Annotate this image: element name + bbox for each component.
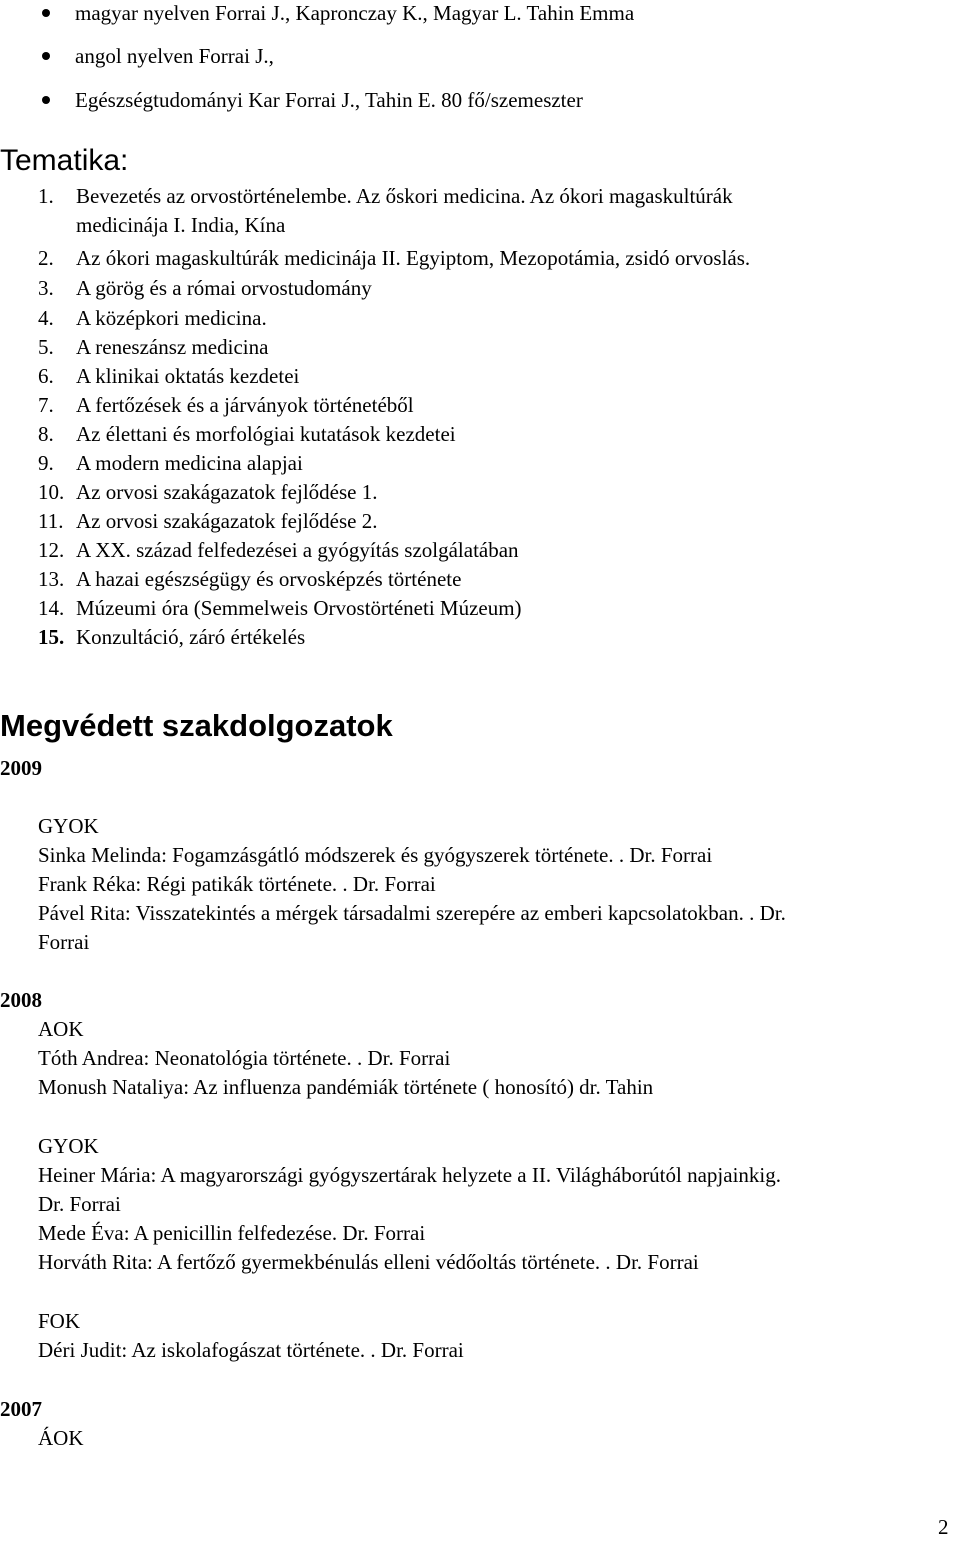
item-text: Az orvosi szakágazatok fejlődése 2. xyxy=(76,509,378,533)
thesis-entry: Monush Nataliya: Az influenza pandémiák története ( honosító) dr. Tahin xyxy=(38,1075,654,1099)
gyok-label-2009: GYOK xyxy=(38,814,99,838)
fok-label-2008: FOK xyxy=(38,1309,81,1333)
bullet-icon xyxy=(42,52,50,60)
item-text: Az ókori magaskultúrák medicinája II. Egyiptom, Mezopotámia, zsidó orvoslás. xyxy=(76,246,751,270)
item-number: 11. xyxy=(38,509,64,533)
item-number: 13. xyxy=(38,567,65,591)
item-text: Bevezetés az orvostörténelembe. Az őskori medicina. Az ókori magaskultúrák xyxy=(76,184,733,208)
year-2007: 2007 xyxy=(0,1397,42,1421)
year-2008: 2008 xyxy=(0,988,42,1012)
item-text: A hazai egészségügy és orvosképzés története xyxy=(76,567,462,591)
year-2009: 2009 xyxy=(0,756,42,780)
intro-line-3: Egészségtudományi Kar Forrai J., Tahin E. 80 fő/szemeszter xyxy=(75,88,583,112)
item-text: A klinikai oktatás kezdetei xyxy=(76,364,300,388)
item-number: 9. xyxy=(38,451,54,475)
bullet-icon xyxy=(42,96,50,104)
item-number: 3. xyxy=(38,276,54,300)
thesis-entry: Tóth Andrea: Neonatológia története. . Dr. Forrai xyxy=(38,1046,451,1070)
aok-label-2007: ÁOK xyxy=(38,1426,84,1450)
item-text: Konzultáció, záró értékelés xyxy=(76,625,306,649)
thesis-entry: Mede Éva: A penicillin felfedezése. Dr. Forrai xyxy=(38,1221,426,1245)
item-number: 12. xyxy=(38,538,65,562)
item-number: 6. xyxy=(38,364,54,388)
tematika-title: Tematika: xyxy=(0,144,129,177)
item-text: A fertőzések és a járványok történetéből xyxy=(76,393,414,417)
item-number: 4. xyxy=(38,306,54,330)
thesis-entry: Heiner Mária: A magyarországi gyógyszertárak helyzete a II. Világháborútól napjainkig. xyxy=(38,1163,781,1187)
theses-title: Megvédett szakdolgozatok xyxy=(0,708,393,743)
aok-label-2008: AOK xyxy=(38,1017,84,1041)
page-number: 2 xyxy=(938,1515,949,1539)
thesis-entry-continued: Forrai xyxy=(38,930,90,954)
thesis-entry: Déri Judit: Az iskolafogászat története. . Dr. Forrai xyxy=(38,1338,464,1362)
item-text: A modern medicina alapjai xyxy=(76,451,303,475)
item-text: A XX. század felfedezései a gyógyítás szolgálatában xyxy=(76,538,519,562)
item-number: 14. xyxy=(38,596,65,620)
bullet-icon xyxy=(42,9,50,17)
gyok-label-2008: GYOK xyxy=(38,1134,99,1158)
item-number: 15. xyxy=(38,625,65,649)
thesis-entry: Pável Rita: Visszatekintés a mérgek társadalmi szerepére az emberi kapcsolatokban. . Dr. xyxy=(38,901,786,925)
intro-line-2: angol nyelven Forrai J., xyxy=(75,44,274,68)
item-number: 8. xyxy=(38,422,54,446)
thesis-entry: Frank Réka: Régi patikák története. . Dr. Forrai xyxy=(38,872,436,896)
thesis-entry: Sinka Melinda: Fogamzásgátló módszerek és gyógyszerek története. . Dr. Forrai xyxy=(38,843,713,867)
item-text: A reneszánsz medicina xyxy=(76,335,269,359)
intro-line-1: magyar nyelven Forrai J., Kapronczay K., Magyar L. Tahin Emma xyxy=(75,1,635,25)
item-text-continued: medicinája I. India, Kína xyxy=(76,213,286,237)
item-number: 10. xyxy=(38,480,65,504)
item-text: A középkori medicina. xyxy=(76,306,267,330)
item-text: A görög és a római orvostudomány xyxy=(76,276,372,300)
item-number: 5. xyxy=(38,335,54,359)
item-number: 7. xyxy=(38,393,54,417)
item-text: Múzeumi óra (Semmelweis Orvostörténeti Múzeum) xyxy=(76,596,522,620)
item-number: 2. xyxy=(38,246,54,270)
item-text: Az orvosi szakágazatok fejlődése 1. xyxy=(76,480,378,504)
thesis-entry-continued: Dr. Forrai xyxy=(38,1192,121,1216)
item-text: Az élettani és morfológiai kutatások kezdetei xyxy=(76,422,456,446)
item-number: 1. xyxy=(38,184,54,208)
thesis-entry: Horváth Rita: A fertőző gyermekbénulás elleni védőoltás története. . Dr. Forrai xyxy=(38,1250,699,1274)
